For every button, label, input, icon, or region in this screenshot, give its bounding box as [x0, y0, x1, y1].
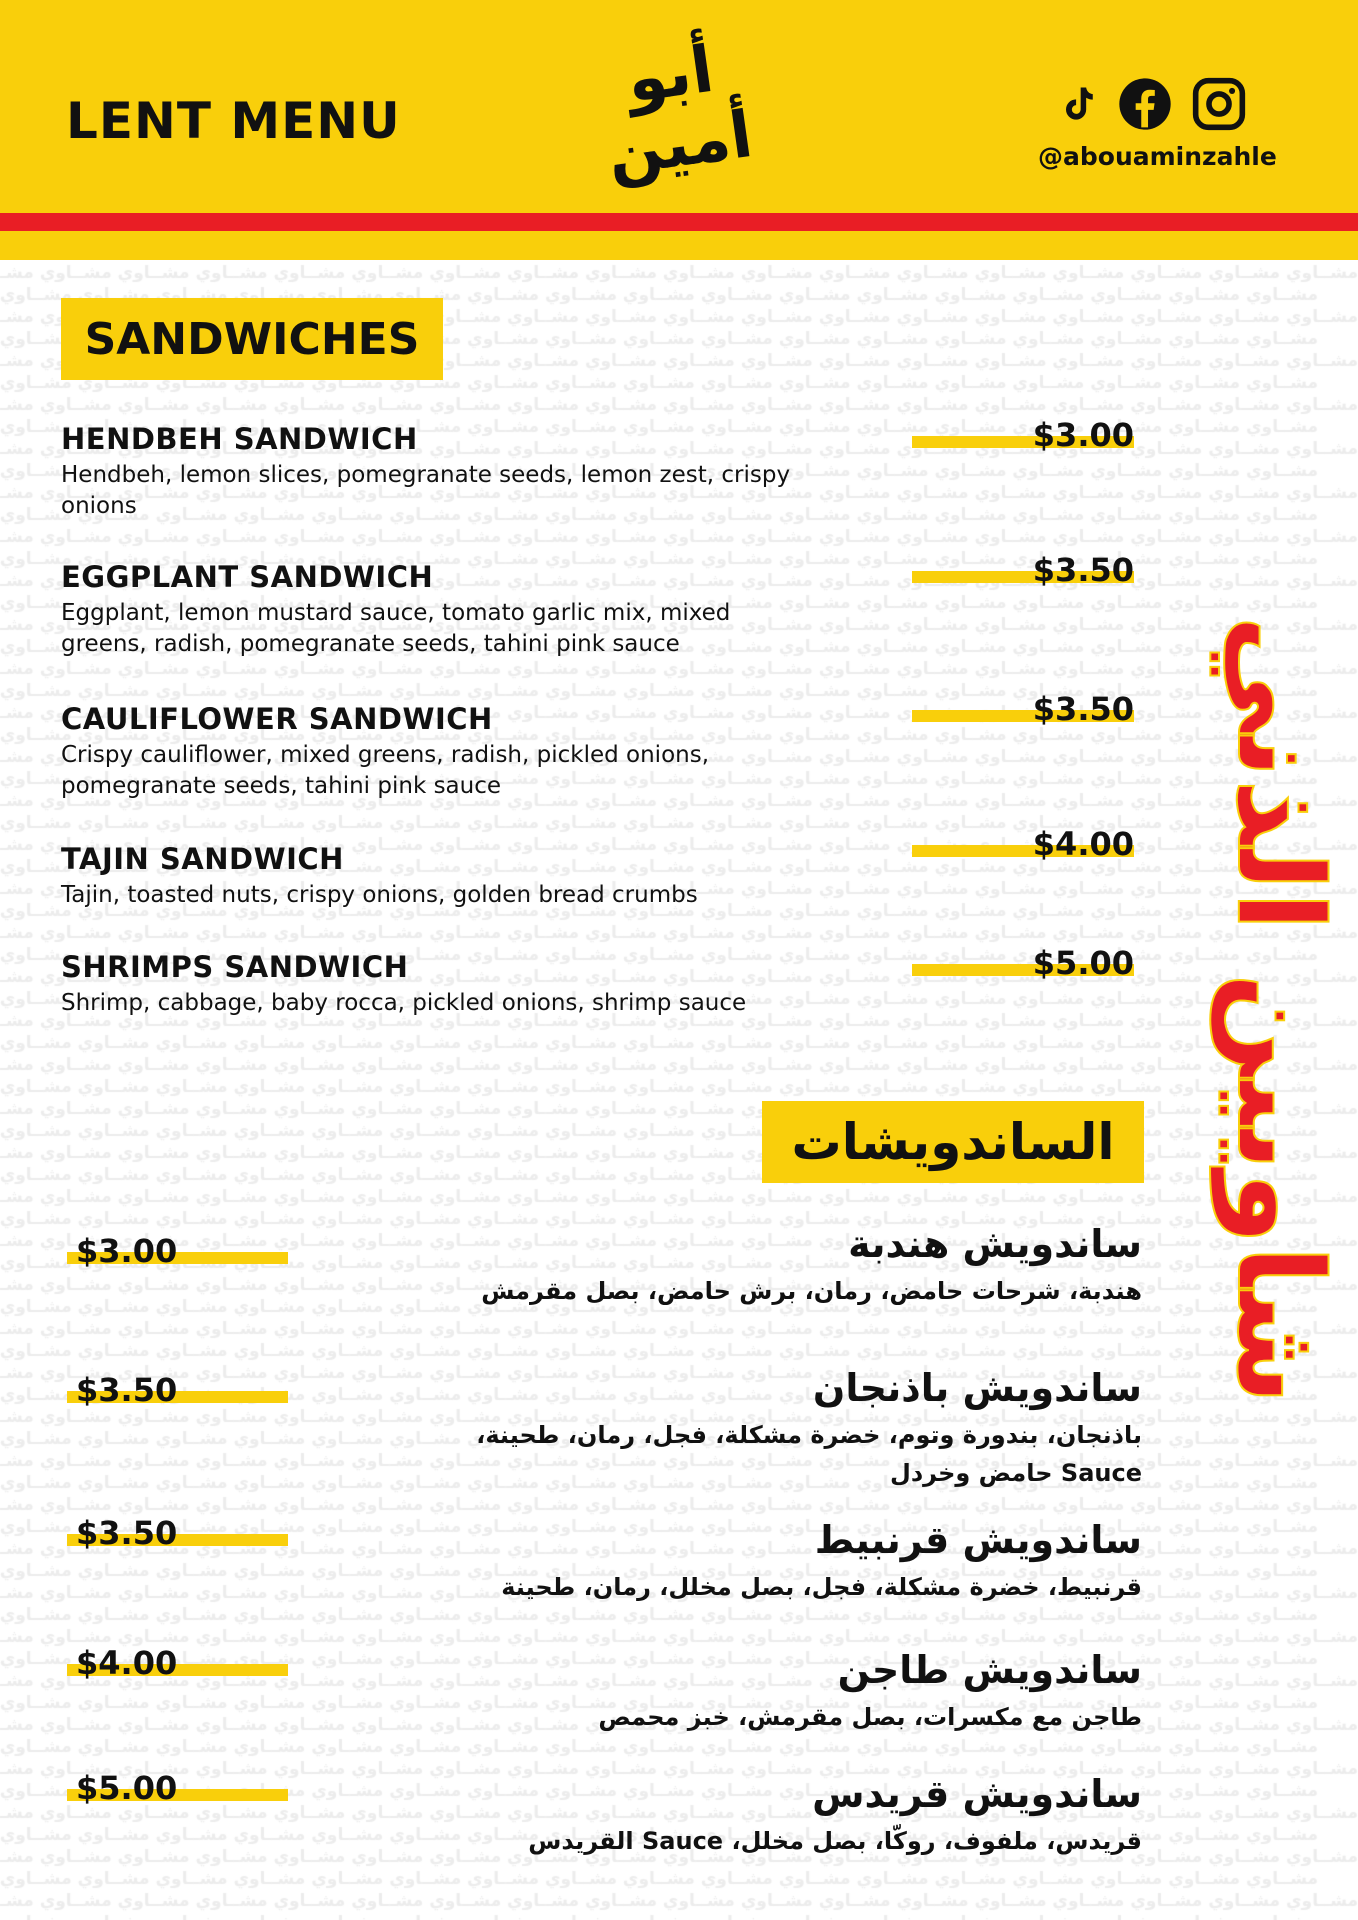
item-name: TAJIN SANDWICH: [61, 842, 344, 876]
item-price: $3.50: [76, 1514, 178, 1552]
item-name: SHRIMPS SANDWICH: [61, 950, 409, 984]
section-title-arabic: الساندويشات: [762, 1101, 1144, 1183]
menu-item-arabic: [462, 1648, 1142, 1736]
menu-item: [61, 560, 821, 660]
item-name: ساندويش هندبة: [848, 1222, 1142, 1266]
menu-item: [61, 842, 821, 911]
instagram-icon[interactable]: [1191, 76, 1247, 132]
menu-item-arabic: [462, 1366, 1142, 1492]
header: [0, 0, 1358, 260]
item-name: ساندويش قريدس: [812, 1772, 1142, 1816]
menu-item-arabic: [462, 1222, 1142, 1310]
item-price: $3.50: [76, 1371, 178, 1409]
item-name: EGGPLANT SANDWICH: [61, 560, 434, 594]
menu-title: LENT MENU: [66, 92, 401, 150]
item-price: $5.00: [1032, 944, 1134, 982]
menu-item-arabic: [462, 1518, 1142, 1606]
item-description: Crispy cauliflower, mixed greens, radish, pickled onions, pomegranate seeds, tahini pink sauce: [61, 742, 710, 799]
item-description: هندبة، شرحات حامض، رمان، برش حامض، بصل مقرمش: [481, 1277, 1142, 1305]
item-description: باذنجان، بندورة وتوم، خضرة مشكلة، فجل، رمان، طحينة، Sauce حامض وخردل: [476, 1421, 1142, 1487]
brand-logo: [581, 29, 769, 191]
logo-line: أبو: [622, 32, 718, 118]
social-handle[interactable]: @abouaminzahle: [1038, 142, 1277, 171]
menu-item: [61, 702, 821, 802]
item-name: CAULIFLOWER SANDWICH: [61, 702, 493, 736]
item-price: $5.00: [76, 1769, 178, 1807]
item-price: $3.00: [1032, 416, 1134, 454]
vertical-brand-title: [1211, 614, 1349, 1406]
section-title-english: SANDWICHES: [61, 298, 443, 380]
item-price: $4.00: [1032, 825, 1134, 863]
red-stripe: [0, 213, 1358, 231]
menu-item: [61, 950, 821, 1019]
item-price: $3.50: [1032, 551, 1134, 589]
item-price: $3.00: [76, 1232, 178, 1270]
item-description: قريدس، ملفوف، روكّا، بصل مخلل، Sauce القريدس: [528, 1827, 1142, 1855]
tiktok-icon[interactable]: [1055, 79, 1099, 129]
vertical-title-text: شاويين الذني: [1211, 614, 1349, 1406]
item-price: $3.50: [1032, 690, 1134, 728]
menu-item-arabic: [462, 1772, 1142, 1860]
item-price: $4.00: [76, 1644, 178, 1682]
social-icons: [1055, 76, 1247, 132]
item-description: Tajin, toasted nuts, crispy onions, golden bread crumbs: [61, 882, 698, 908]
item-name: ساندويش طاجن: [837, 1648, 1142, 1692]
item-name: HENDBEH SANDWICH: [61, 422, 418, 456]
item-description: طاجن مع مكسرات، بصل مقرمش، خبز محمص: [598, 1703, 1142, 1731]
item-description: قرنبيط، خضرة مشكلة، فجل، بصل مخلل، رمان، طحينة: [501, 1573, 1142, 1601]
menu-item: [61, 422, 821, 522]
item-name: ساندويش قرنبيط: [814, 1518, 1142, 1562]
item-description: Eggplant, lemon mustard sauce, tomato garlic mix, mixed greens, radish, pomegranate seeds, tahini pink sauce: [61, 600, 731, 657]
item-description: Shrimp, cabbage, baby rocca, pickled onions, shrimp sauce: [61, 990, 747, 1016]
item-description: Hendbeh, lemon slices, pomegranate seeds, lemon zest, crispy onions: [61, 462, 791, 519]
logo-line: أمين: [602, 97, 757, 192]
facebook-icon[interactable]: [1117, 76, 1173, 132]
item-name: ساندويش باذنجان: [812, 1366, 1142, 1410]
